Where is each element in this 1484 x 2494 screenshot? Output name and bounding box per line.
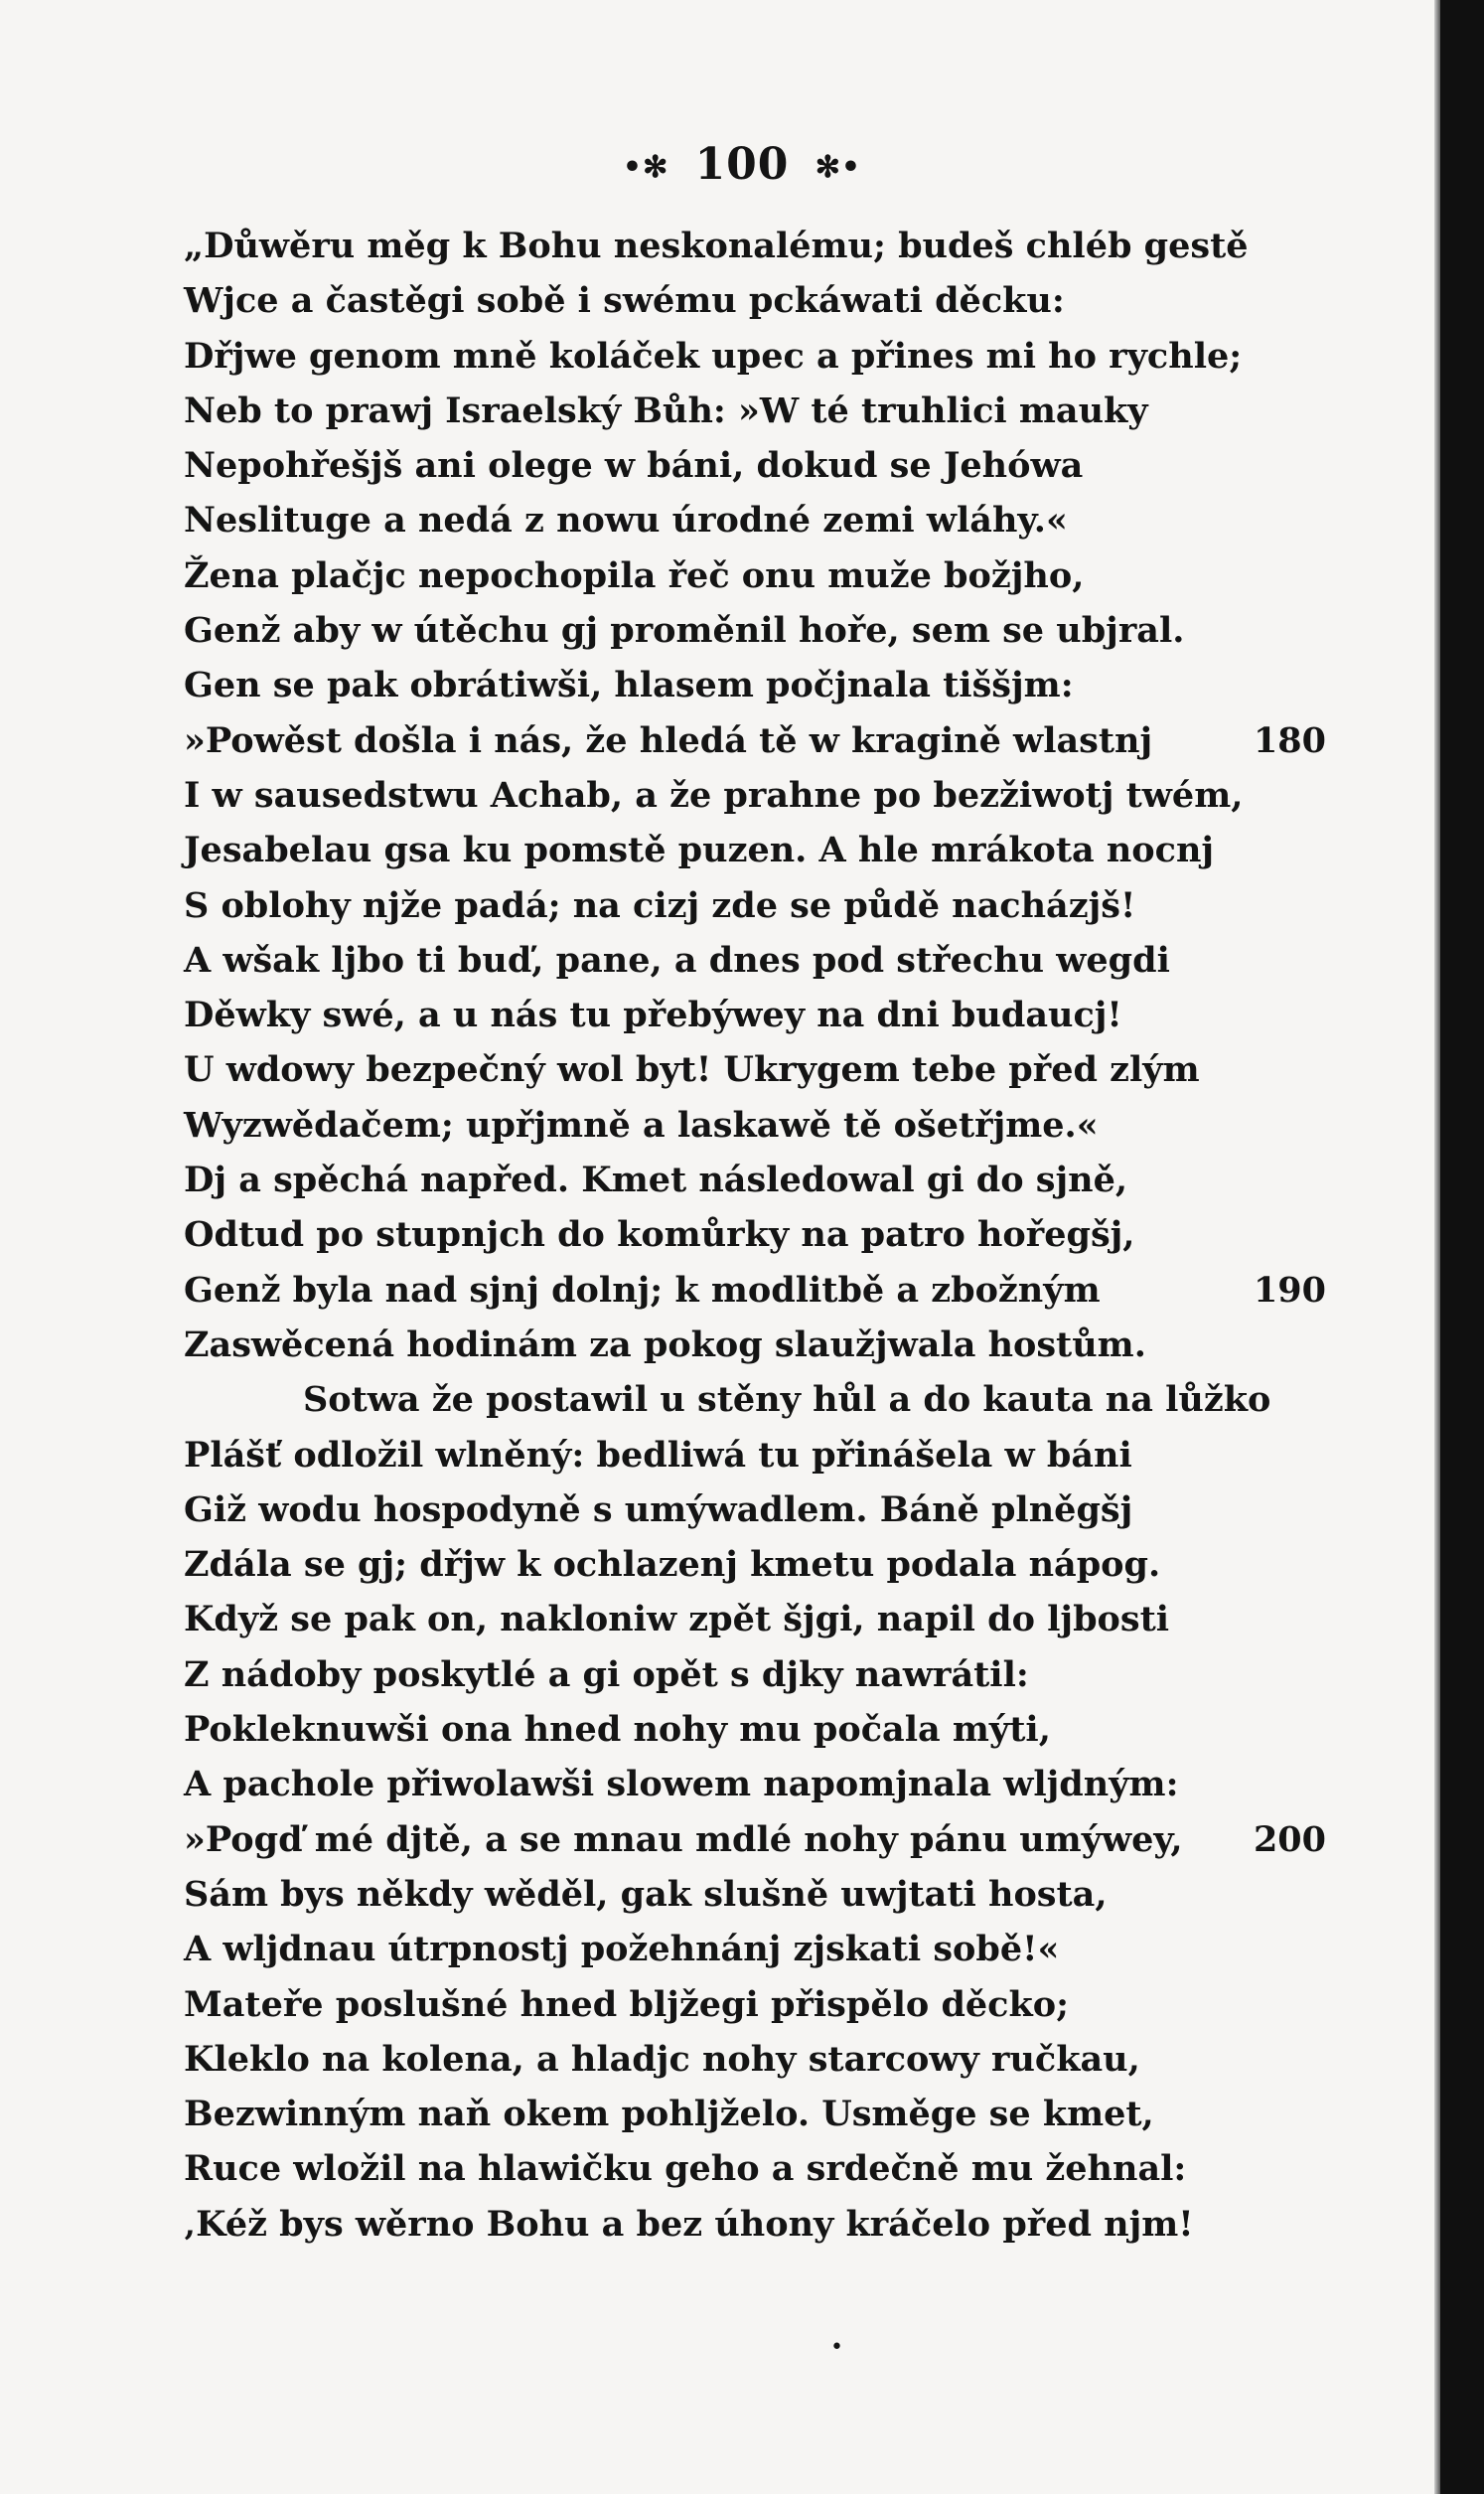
verse-text: Genž byla nad sjnj dolnj; k modlitbě a zbožným <box>184 1269 1101 1311</box>
verse-line <box>184 878 1326 933</box>
line-number: 180 <box>1253 719 1326 761</box>
verse-line <box>184 1757 1326 1811</box>
verse-line <box>184 2197 1326 2252</box>
verse-text: Giž wodu hospodyně s umýwadlem. Báně plněgšj <box>184 1488 1133 1530</box>
ornament-left-icon: •✻ <box>622 150 669 185</box>
verse-line <box>184 2141 1326 2196</box>
verse-text: »Powěst došla i nás, že hledá tě w kragině wlastnj <box>184 719 1153 761</box>
verse-line <box>184 933 1326 988</box>
line-number: 200 <box>1253 1818 1326 1860</box>
verse-line <box>184 493 1326 547</box>
verse-line <box>184 329 1326 384</box>
verse-text: A wšak ljbo ti buď, pane, a dnes pod střechu wegdi <box>184 939 1170 981</box>
verse-text: Odtud po stupnjch do komůrky na patro hořegšj, <box>184 1214 1135 1256</box>
page-number-header <box>0 139 1484 190</box>
verse-text: Mateře poslušné hned bljžegi přispělo děcko; <box>184 1983 1070 2025</box>
verse-line <box>184 548 1326 603</box>
verse-line <box>184 1482 1326 1537</box>
verse-text: U wdowy bezpečný wol byt! Ukrygem tebe před zlým <box>184 1049 1200 1091</box>
verse-text: Z nádoby poskytlé a gi opět s djky nawrátil: <box>184 1653 1029 1695</box>
verse-line <box>184 384 1326 438</box>
verse-text: Dj a spěchá napřed. Kmet následowal gi do sjně, <box>184 1160 1128 1201</box>
verse-text: Sotwa že postawil u stěny hůl a do kauta na lůžko <box>303 1379 1271 1421</box>
verse-line <box>184 1977 1326 2032</box>
poem-text <box>184 219 1326 2252</box>
verse-text: I w sausedstwu Achab, a že prahne po bezžiwotj twém, <box>184 774 1244 816</box>
verse-text: Dřjwe genom mně koláček upec a přines mi ho rychle; <box>184 335 1243 377</box>
verse-line <box>184 1867 1326 1922</box>
verse-text: Kleklo na kolena, a hladjc nohy starcowy ručkau, <box>184 2038 1140 2080</box>
verse-text: Wjce a častěgi sobě i swému pckáwati děcku: <box>184 280 1065 322</box>
verse-line <box>184 1922 1326 1976</box>
verse-line <box>184 658 1326 712</box>
verse-line <box>184 1318 1326 1372</box>
verse-line <box>184 713 1326 768</box>
footer-mark: • <box>830 2335 843 2360</box>
verse-line <box>184 1098 1326 1153</box>
verse-line <box>184 2032 1326 2087</box>
verse-line <box>184 1537 1326 1592</box>
verse-line <box>184 1592 1326 1646</box>
verse-text: Plášť odložil wlněný: bedliwá tu přinášela w báni <box>184 1434 1132 1476</box>
verse-text: »Pogď mé djtě, a se mnau mdlé nohy pánu umýwey, <box>184 1818 1183 1860</box>
line-number: 190 <box>1253 1269 1326 1311</box>
verse-line <box>184 1042 1326 1097</box>
verse-line <box>184 768 1326 823</box>
verse-line <box>184 273 1326 328</box>
verse-line <box>184 603 1326 658</box>
verse-text: Zdála se gj; dřjw k ochlazenj kmetu podala nápog. <box>184 1544 1161 1586</box>
verse-text: Bezwinným naň okem pohljželo. Usměge se kmet, <box>184 2094 1154 2135</box>
verse-line <box>184 1207 1326 1262</box>
verse-text: Genž aby w útěchu gj proměnil hoře, sem se ubjral. <box>184 610 1185 652</box>
verse-text: A pachole přiwolawši slowem napomjnala wljdným: <box>184 1764 1179 1805</box>
verse-text: Ruce wložil na hlawičku geho a srdečně mu žehnal: <box>184 2148 1187 2190</box>
verse-line <box>184 1153 1326 1207</box>
verse-text: Pokleknuwši ona hned nohy mu počala mýti, <box>184 1709 1051 1751</box>
verse-text: Když se pak on, nakloniw zpět šjgi, napil do ljbosti <box>184 1599 1170 1640</box>
verse-line <box>184 2087 1326 2141</box>
verse-line <box>184 1812 1326 1867</box>
verse-line <box>184 1263 1326 1318</box>
verse-text: Neslituge a nedá z nowu úrodné zemi wláhy.« <box>184 500 1068 542</box>
verse-line <box>184 1702 1326 1757</box>
verse-text: Žena plačjc nepochopila řeč onu muže božjho, <box>184 554 1085 596</box>
verse-line <box>184 1372 1326 1427</box>
verse-line <box>184 823 1326 877</box>
verse-text: „Důwěru měg k Bohu neskonalému; budeš chléb gestě <box>184 226 1249 266</box>
verse-text: Zaswěcená hodinám za pokog slaužjwala hostům. <box>184 1324 1146 1365</box>
verse-text: Děwky swé, a u nás tu přebýwey na dni budaucj! <box>184 995 1122 1036</box>
verse-text: Neb to prawj Israelský Bůh: »W té truhlici mauky <box>184 390 1148 431</box>
verse-text: Gen se pak obrátiwši, hlasem počjnala tiššjm: <box>184 665 1074 706</box>
verse-text: A wljdnau útrpnostj požehnánj zjskati sobě!« <box>184 1929 1060 1970</box>
verse-text: Jesabelau gsa ku pomstě puzen. A hle mrákota nocnj <box>184 830 1215 871</box>
binding-shadow <box>1440 0 1484 2494</box>
verse-text: Wyzwědačem; upřjmně a laskawě tě ošetřjme.« <box>184 1104 1099 1146</box>
verse-text: S oblohy njže padá; na cizj zde se půdě nacházjš! <box>184 884 1136 926</box>
ornament-right-icon: ✻• <box>815 150 862 185</box>
verse-line <box>184 219 1326 273</box>
verse-line <box>184 988 1326 1042</box>
verse-line <box>184 1647 1326 1702</box>
verse-text: Sám bys někdy wěděl, gak slušně uwjtati hosta, <box>184 1873 1108 1915</box>
verse-text: ‚Kéž bys wěrno Bohu a bez úhony kráčelo před njm! <box>184 2203 1194 2245</box>
verse-text: Nepohřešjš ani olege w báni, dokud se Jehówa <box>184 445 1084 487</box>
verse-line <box>184 1428 1326 1482</box>
verse-line <box>184 438 1326 493</box>
page-number: 100 <box>694 139 790 190</box>
